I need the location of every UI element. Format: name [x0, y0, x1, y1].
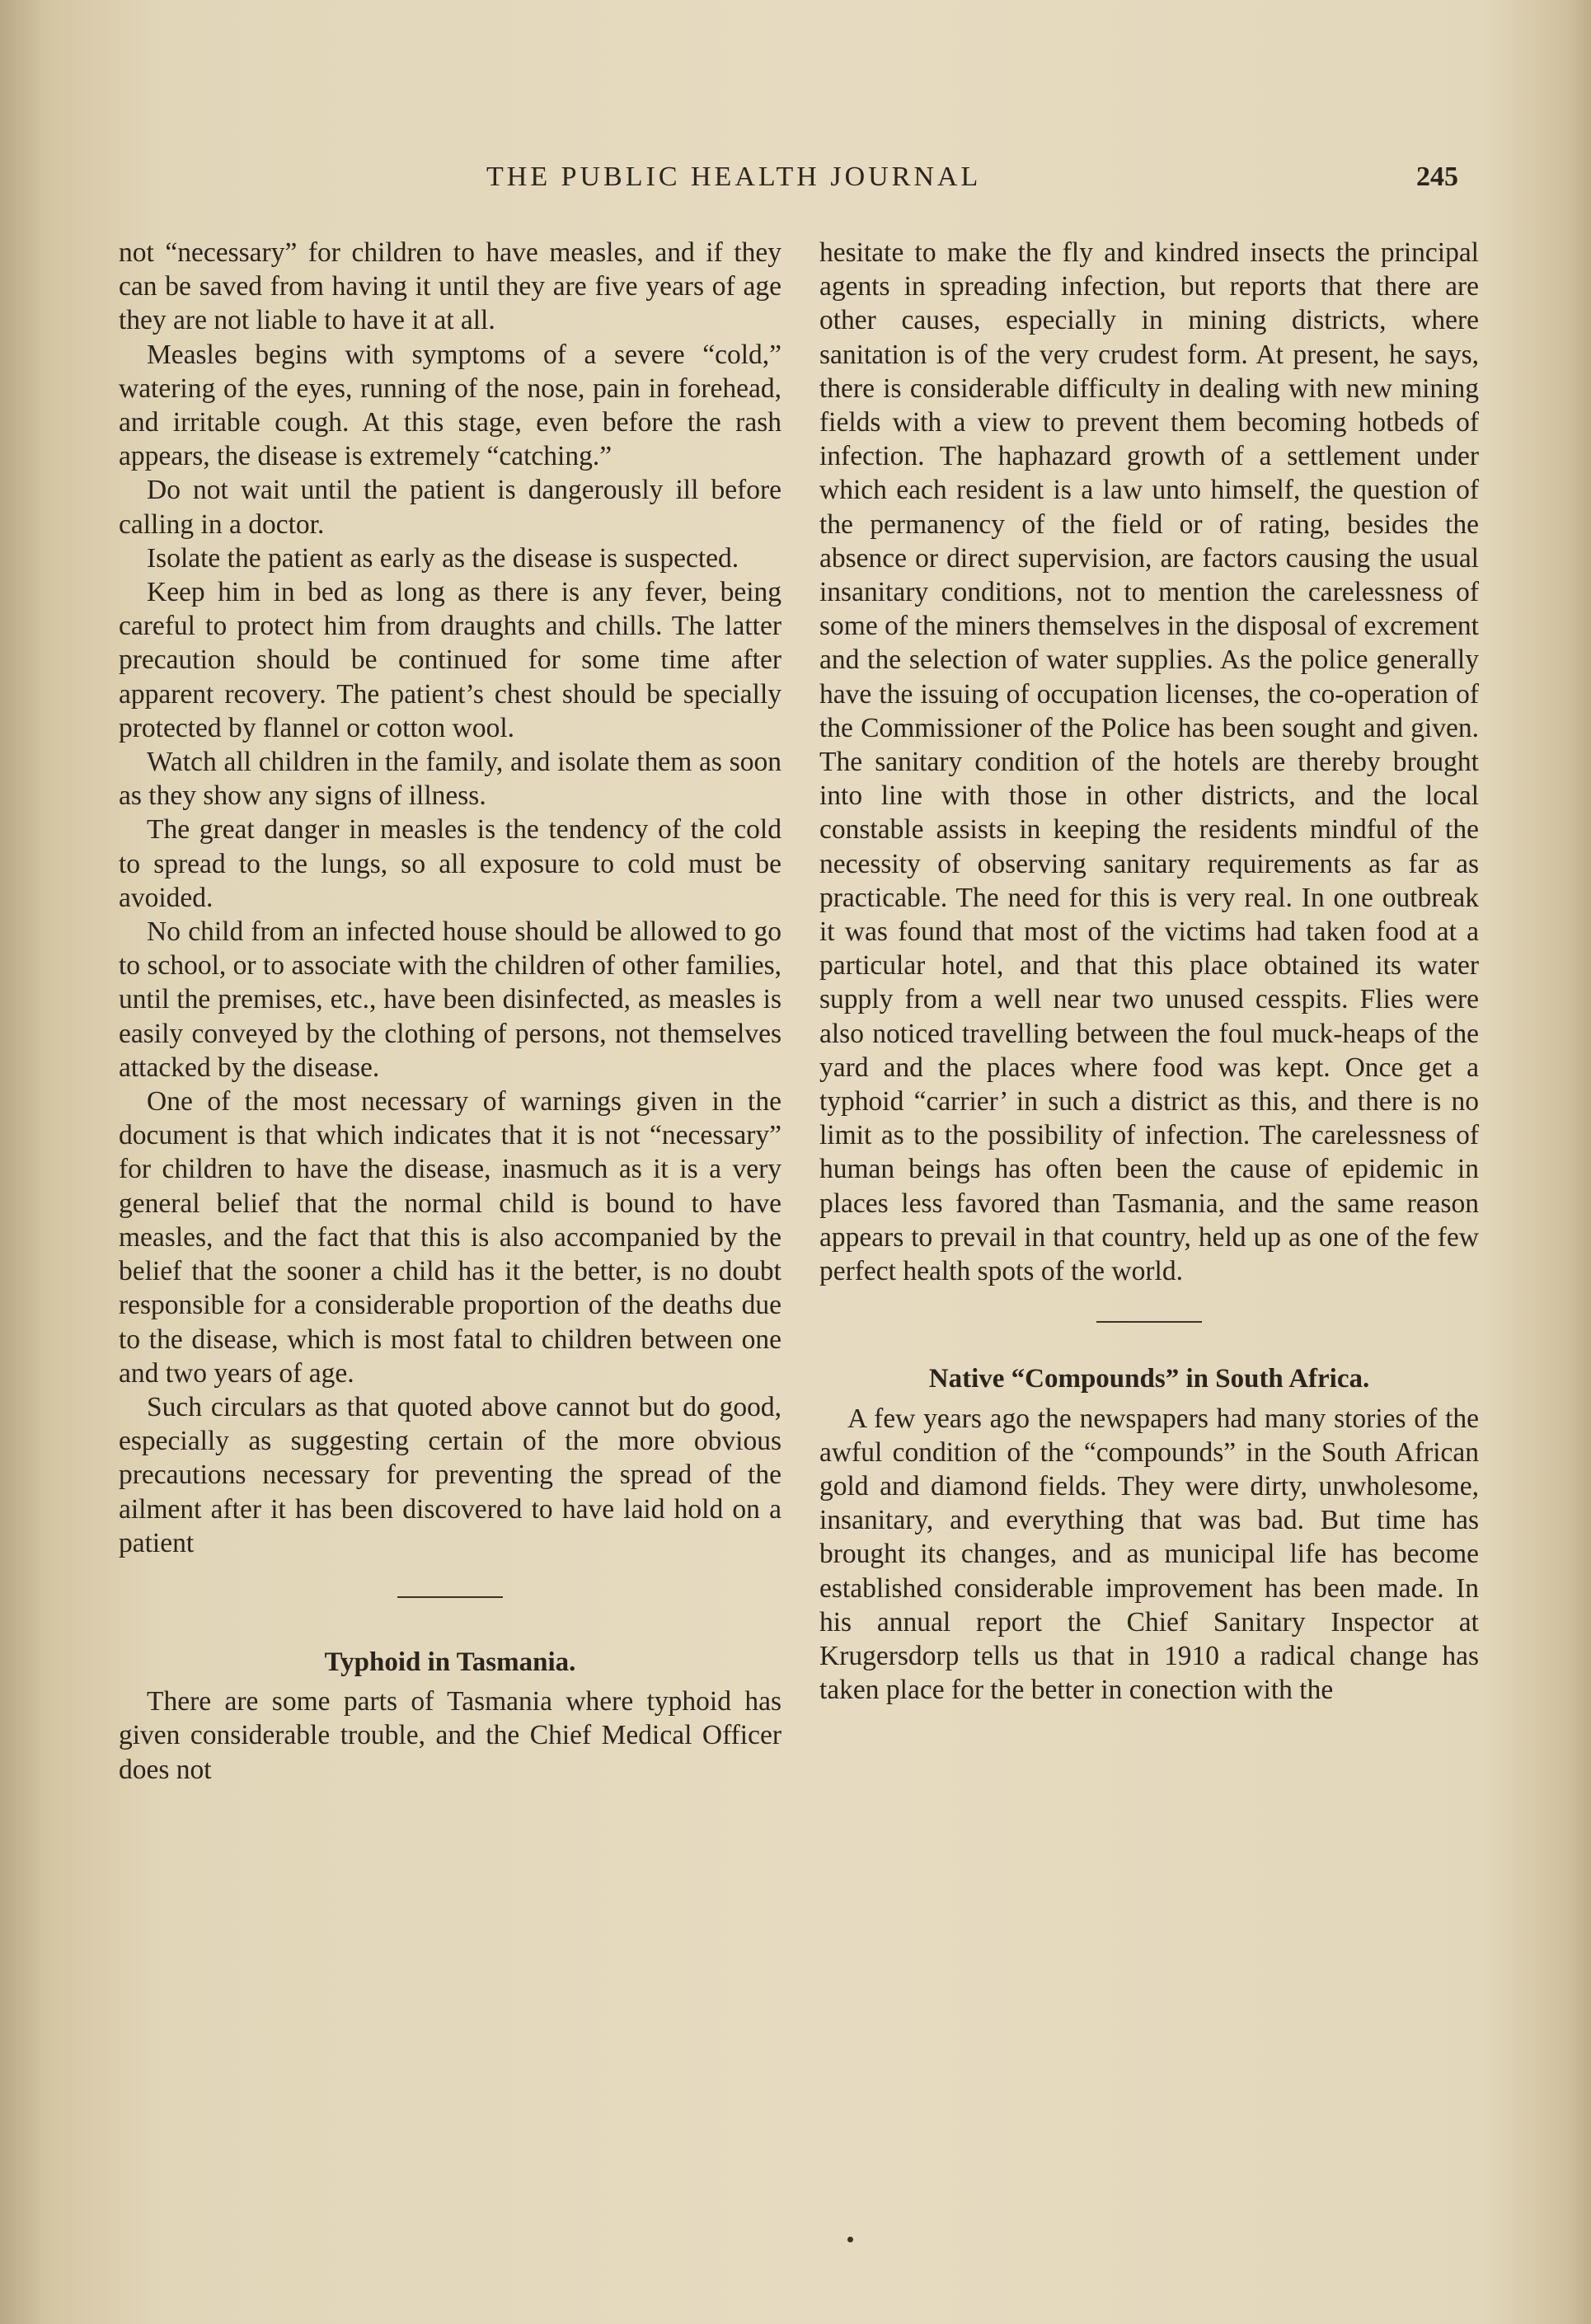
paragraph: Do not wait until the patient is dangerously ill before calling in a doctor. [119, 475, 781, 540]
page-header [0, 162, 1591, 203]
paragraph: hesitate to make the fly and kindred insects the principal agents in spreading infection, but reports that there are other causes, especially in mining districts, where sanitation is of the very crudest form. At present, he says, there is considerable difficulty in dealing with new mining fields with a view to prevent them becoming hotbeds of infection. The haphazard growth of a settlement under which each resident is a law unto himself, the question of the permanency of the field or of rating, besides the absence or direct supervision, are factors causing the usual insanitary conditions, not to mention the carelessness of some of the miners themselves in the disposal of excrement and the selection of water supplies. As the police generally have the issuing of occupation licenses, the co-operation of the Commissioner of the Police has been sought and given. The sanitary condition of the hotels are thereby brought into line with those in other districts, and the local constable assists in keeping the residents mindful of the necessity of observing sanitary requirements as far as practicable. The need for this is very real. In one outbreak it was found that most of the victims had taken food at a particular hotel, and that this place obtained its water supply from a well near two unused cesspits. Flies were also noticed travelling between the foul muck-heaps of the yard and the places where food was kept. Once get a typhoid “carrier’ in such a district as this, and there is no limit as to the possibility of infection. The carelessness of human beings has often been the cause of epidemic in places less favored than Tasmania, and the same reason appears to prevail in that country, held up as one of the few perfect health spots of the world. [819, 237, 1479, 1287]
paragraph: A few years ago the newspapers had many stories of the awful condition of the “compounds” in the South African gold and diamond fields. They were dirty, unwholesome, insanitary, and everything that was bad. But time has brought its changes, and as municipal life has become established considerable improvement has been made. In his annual report the Chief Sanitary Inspector at Krugersdorp tells us that in 1910 a radical change has taken place for the better in conection with the [819, 1403, 1479, 1706]
footer-dot [847, 2237, 853, 2242]
section-divider [1096, 1321, 1202, 1323]
paragraph: Such circulars as that quoted above cannot but do good, especially as suggesting certain of the more obvious precautions necessary for preventing the spread of the ailment after it has been discovered to have laid hold on a patient [119, 1391, 781, 1558]
right-column [819, 236, 1479, 1707]
paragraph: not “necessary” for children to have measles, and if they can be saved from having it until they are five years of age they are not liable to have it at all. [119, 237, 781, 336]
paragraph: Isolate the patient as early as the disease is suspected. [147, 542, 739, 574]
paragraph: No child from an infected house should be allowed to go to school, or to associate with the children of other families, until the premises, etc., have been disinfected, as measles is easily conveyed by the clothing of persons, not themselves attacked by the disease. [119, 916, 781, 1083]
running-title: THE PUBLIC HEALTH JOURNAL [486, 162, 982, 192]
paragraph: There are some parts of Tasmania where typhoid has given considerable trouble, and the Chief Medical Officer does not [119, 1686, 781, 1785]
paragraph: Measles begins with symptoms of a severe “cold,” watering of the eyes, running of the nose, pain in forehead, and irritable cough. At this stage, even before the rash appears, the disease is extremely “catching.” [119, 339, 781, 472]
paragraph: Watch all children in the family, and isolate them as soon as they show any signs of illness. [119, 747, 781, 812]
left-column [119, 236, 781, 1787]
paragraph: One of the most necessary of warnings given in the document is that which indicates that it is not “necessary” for children to have the disease, inasmuch as it is a very general belief that the normal child is bound to have measles, and the fact that this is also accompanied by the belief that the sooner a child has it the better, is no doubt responsible for a considerable proportion of the deaths due to the disease, which is most fatal to children between one and two years of age. [119, 1086, 781, 1389]
paragraph: The great danger in measles is the tendency of the cold to spread to the lungs, so all exposure to cold must be avoided. [119, 814, 781, 913]
paragraph: Keep him in bed as long as there is any fever, being careful to protect him from draughts and chills. The latter precaution should be continued for some time after apparent recovery. The patient’s chest should be specially protected by flannel or cotton wool. [119, 577, 781, 743]
section-divider [397, 1596, 503, 1598]
section-heading-typhoid: Typhoid in Tasmania. [324, 1647, 576, 1677]
section-heading-compounds: Native “Compounds” in South Africa. [928, 1364, 1370, 1394]
page-number: 245 [1416, 162, 1458, 192]
